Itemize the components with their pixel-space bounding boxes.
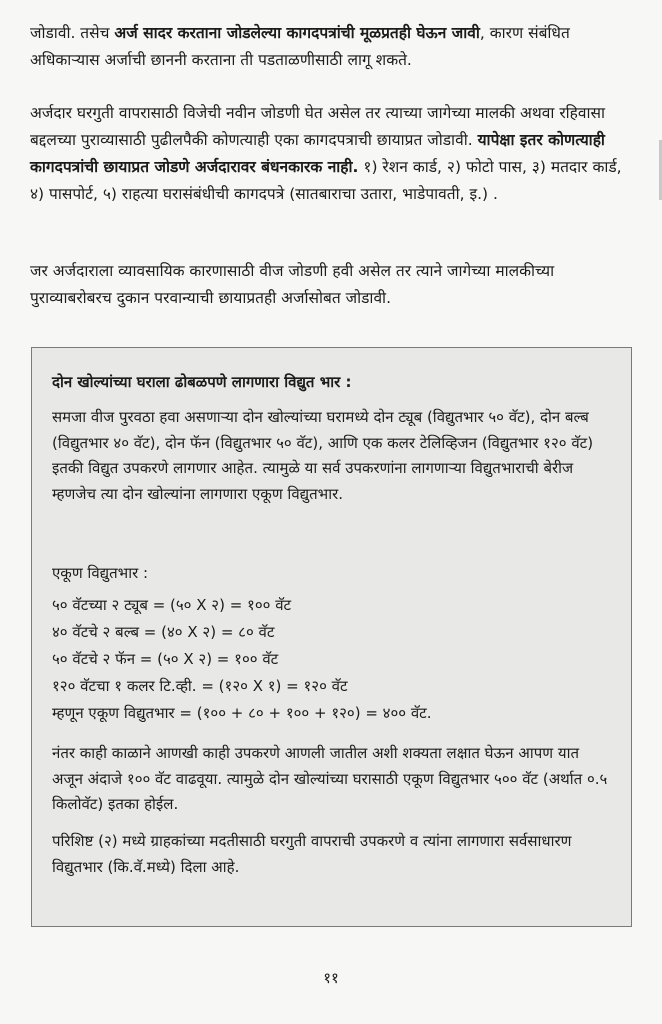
calc-line-total: म्हणून एकूण विद्युतभार = (१०० + ८० + १०० + १२०) = ४०० वॅट. <box>52 704 432 722</box>
calc-line-tubes: ५० वॅटच्या २ ट्यूब = (५० X २) = १०० वॅट <box>52 596 292 614</box>
paragraph-original-documents <box>30 20 634 74</box>
paragraph-domestic-proof <box>30 100 634 208</box>
calc-line-fans: ५० वॅटचे २ फॅन = (५० X २) = १०० वॅट <box>52 650 279 668</box>
box-intro-text: समजा वीज पुरवठा हवा असणाऱ्या दोन खोल्यांच्या घरामध्ये दोन ट्यूब (विद्युतभार ५० वॅट), दोन बल्ब (विद्युतभार ४० वॅट), दोन फॅन (विद्युतभार ५० वॅट), आणि एक कलर टेलिव्हिजन (विद्युतभार १२० वॅट) इतकी विद्युत उपकरणे लागणार आहेत. त्यामुळे या सर्व उपकरणांना लागणाऱ्या विद्युतभाराची बेरीज म्हणजेच त्या दोन खोल्यांना लागणारा एकूण विद्युतभार. <box>52 408 594 503</box>
p2-bold-text: यापेक्षा इतर कोणत्याही कागदपत्रांची छायाप्रत जोडणे अर्जदारावर बंधनकारक नाही. <box>30 131 605 176</box>
p2-text-end: १) रेशन कार्ड, २) फोटो पास, ३) मतदार कार्ड, ४) पासपोर्ट, ५) राहत्या घरासंबंधीची कागदपत्रे (सातबाराचा उतारा, भाडेपावती, इ.) . <box>30 158 622 203</box>
p1-text-start: जोडावी. तसेच <box>30 24 115 42</box>
calc-label: एकूण विद्युतभार : <box>52 564 149 582</box>
box-future-note: नंतर काही काळाने आणखी काही उपकरणे आणली जातील अशी शक्यता लक्षात घेऊन आपण यात अजून अंदाजे १०० वॅट वाढवूया. त्यामुळे दोन खोल्यांच्या घरासाठी एकूण विद्युतभार ५०० वॅट (अर्थात ०.५ किलोवॅट) इतका होईल. <box>52 744 608 813</box>
p1-text-end: , कारण संबंधित अधिकाऱ्यास अर्जाची छाननी करताना ती पडताळणीसाठी लागू शकते. <box>30 24 570 69</box>
calc-line-tv: १२० वॅटचा १ कलर टि.व्ही. = (१२० X १) = १२० वॅट <box>52 677 348 695</box>
load-calculation-box <box>31 347 632 927</box>
box-appendix-note: परिशिष्ट (२) मध्ये ग्राहकांच्या मदतीसाठी घरगुती वापराची उपकरणे व त्यांना लागणारा सर्वसाधारण विद्युतभार (कि.वॅ.मध्ये) दिला आहे. <box>52 832 572 876</box>
calc-line-bulbs: ४० वॅटचे २ बल्ब = (४० X २) = ८० वॅट <box>52 623 275 641</box>
page-number: ११ <box>323 969 339 987</box>
p2-text-start: अर्जदार घरगुती वापरासाठी विजेची नवीन जोडणी घेत असेल तर त्याच्या जागेच्या मालकी अथवा रहिवासा बद्दलच्या पुराव्यासाठी पुढीलपैकी कोणत्याही एका कागदपत्राची छायाप्रत जोडावी. <box>30 104 606 149</box>
paragraph-commercial-proof: जर अर्जदाराला व्यावसायिक कारणासाठी वीज जोडणी हवी असेल तर त्याने जागेच्या मालकीच्या पुराव्याबरोबरच दुकान परवान्याची छायाप्रतही अर्जासोबत जोडावी. <box>30 262 555 307</box>
box-title: दोन खोल्यांच्या घराला ढोबळपणे लागणारा विद्युत भार : <box>52 373 352 391</box>
p1-bold-text: अर्ज सादर करताना जोडलेल्या कागदपत्रांची मूळप्रतही घेऊन जावी <box>114 24 480 42</box>
